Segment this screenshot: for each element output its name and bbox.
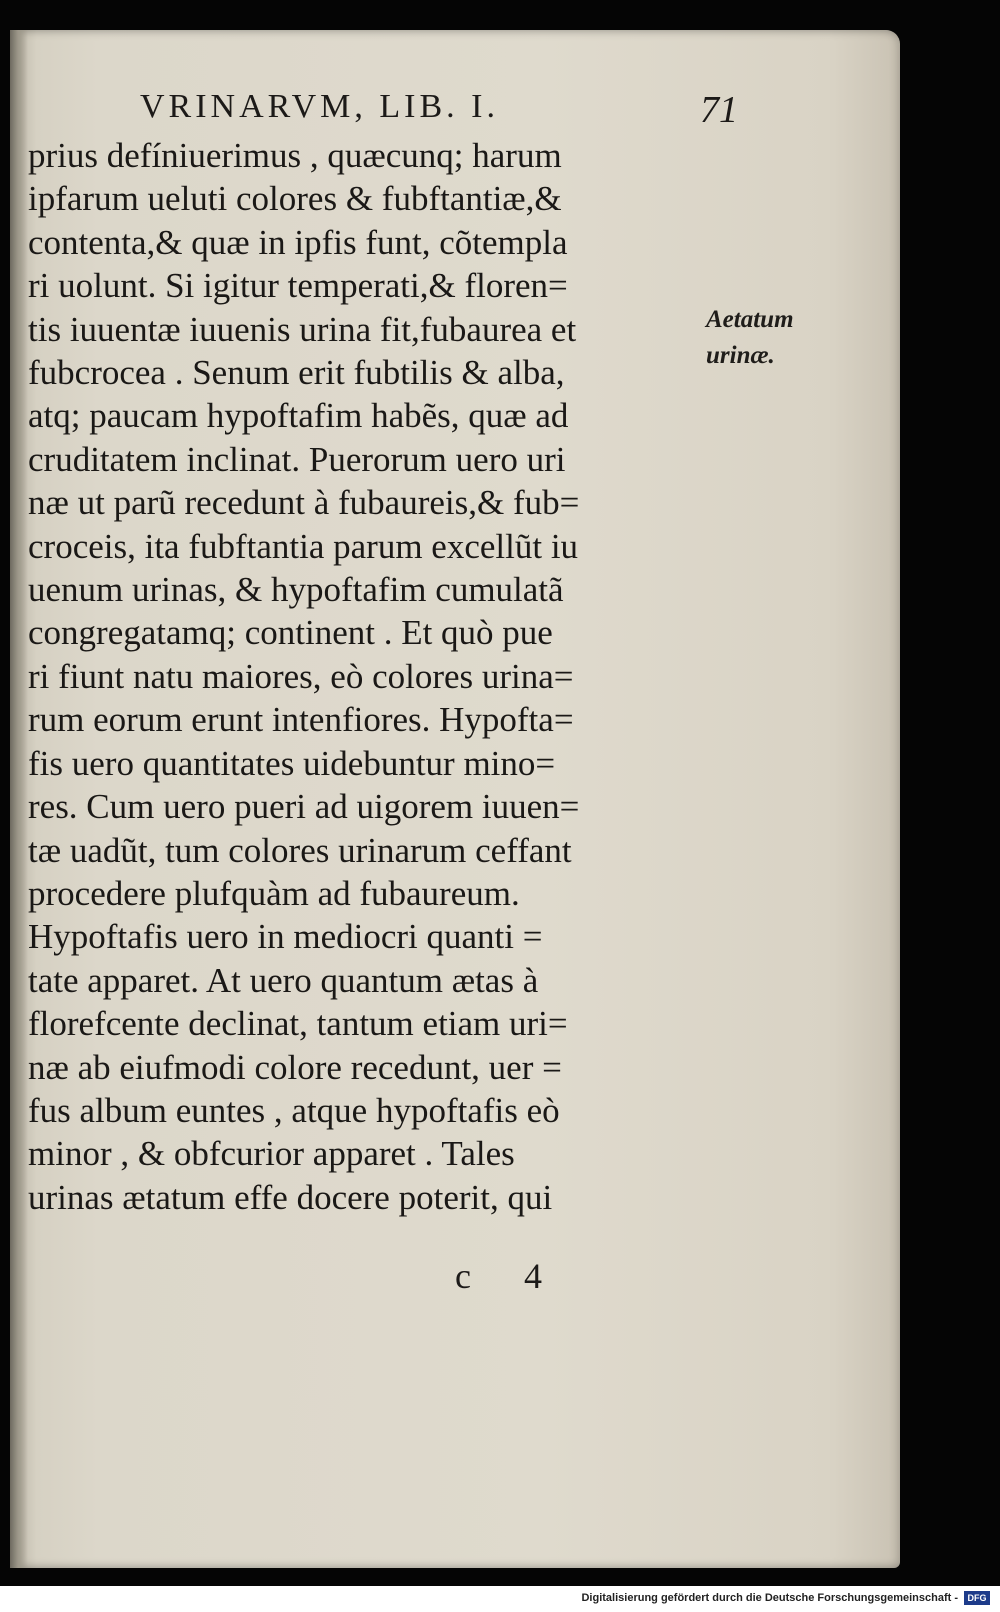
text-line: cruditatem inclinat. Puerorum uero uri: [28, 439, 566, 479]
page-number: 71: [700, 89, 738, 131]
text-line: procedere plufquàm ad fubaureum.: [28, 873, 520, 913]
text-line: tæ uadũt, tum colores urinarum ceffant: [28, 830, 572, 870]
signature-mark: c 4: [455, 1256, 564, 1296]
text-line: prius defíniuerimus , quæcunq; harum: [28, 136, 562, 175]
text-line: florefcente declinat, tantum etiam uri=: [28, 1004, 568, 1044]
funding-credit: Digitalisierung gefördert durch die Deutsche Forschungsgemeinschaft -: [581, 1592, 958, 1604]
text-line: ipfarum ueluti colores & fubftantiæ,&: [28, 179, 562, 219]
text-line: minor , & obfcurior apparet . Tales: [28, 1134, 515, 1174]
marginal-note-line: urinæ.: [706, 342, 775, 369]
text-line: res. Cum uero pueri ad uigorem iuuen=: [28, 787, 580, 827]
text-line: næ ut parũ recedunt à fubaureis,& fub=: [28, 483, 580, 523]
text-line: contenta,& quæ in ipfis funt, cõtempla: [28, 222, 568, 262]
text-line: congregatamq; continent . Et quò pue: [28, 613, 553, 653]
page-gutter: [10, 30, 28, 1568]
text-line: ri fiunt natu maiores, eò colores urina=: [28, 656, 574, 696]
marginal-note: [706, 302, 794, 374]
text-line: atq; paucam hypoftafim habẽs, quæ ad: [28, 396, 569, 436]
running-head: VRINARVM, LIB. I.: [140, 88, 499, 125]
text-line: uenum urinas, & hypoftafim cumulatã: [28, 570, 564, 610]
text-line: fubcrocea . Senum erit fubtilis & alba,: [28, 353, 565, 393]
text-line: fus album euntes , atque hypoftafis eò: [28, 1090, 560, 1130]
text-line: croceis, ita fubftantia parum excellũt iu: [28, 526, 579, 566]
dfg-logo: DFG: [964, 1591, 990, 1605]
text-line: ri uolunt. Si igitur temperati,& floren=: [28, 266, 568, 306]
text-line: næ ab eiufmodi colore recedunt, uer =: [28, 1047, 562, 1087]
text-line: tis iuuentæ iuuenis urina fit,fubaurea et: [28, 309, 577, 349]
text-line: rum eorum erunt intenfiores. Hypofta=: [28, 700, 574, 740]
body-text: [28, 134, 708, 1219]
footer-bar: [0, 1586, 1000, 1612]
text-line: tate apparet. At uero quantum ætas à: [28, 960, 539, 1000]
text-line: Hypoftafis uero in mediocri quanti =: [28, 917, 543, 957]
text-line: fis uero quantitates uidebuntur mino=: [28, 743, 556, 783]
text-line: urinas ætatum effe docere poterit, qui: [28, 1177, 553, 1217]
marginal-note-line: Aetatum: [706, 306, 794, 333]
